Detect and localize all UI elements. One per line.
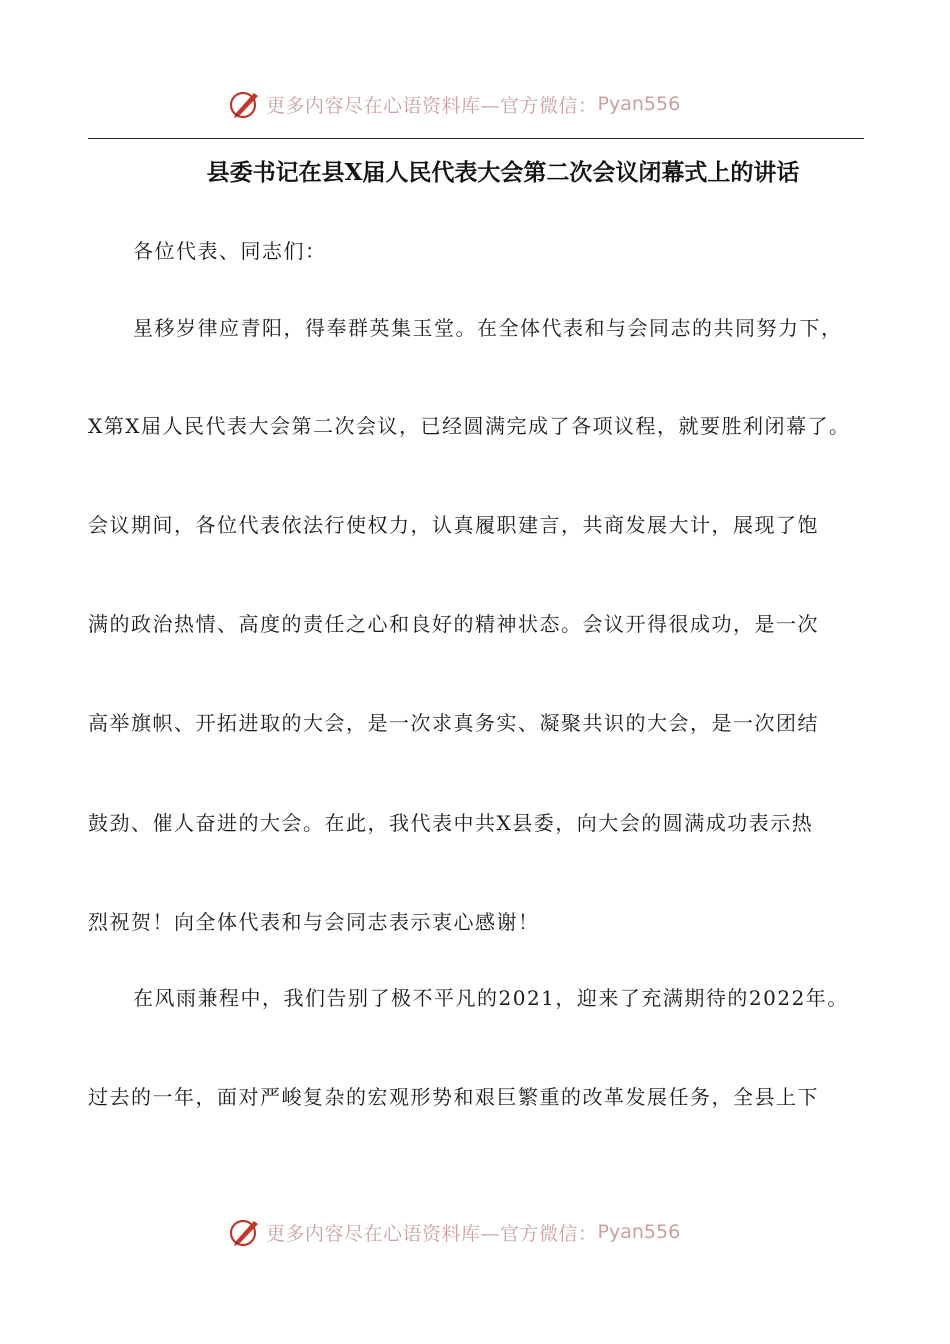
watermark-group [228, 82, 680, 126]
body-line-4: 满的政治热情、高度的责任之心和良好的精神状态。会议开得很成功，是一次 [88, 612, 819, 636]
body-line-6: 鼓劲、催人奋进的大会。在此，我代表中共X县委，向大会的圆满成功表示热 [88, 811, 814, 835]
watermark-text: 更多内容尽在心语资料库—官方微信： [266, 94, 598, 117]
body-line-2: X第X届人民代表大会第二次会议，已经圆满完成了各项议程，就要胜利闭幕了。 [88, 414, 851, 438]
body-line-5: 高举旗帜、开拓进取的大会，是一次求真务实、凝聚共识的大会，是一次团结 [88, 711, 819, 735]
watermark-text: 更多内容尽在心语资料库—官方微信： [266, 1222, 598, 1245]
footer-watermark [0, 1210, 950, 1254]
watermark-wechat-id: Pyan556 [597, 93, 681, 115]
body-line-7: 烈祝贺！向全体代表和与会同志表示衷心感谢！ [88, 910, 540, 934]
salutation: 各位代表、同志们： [133, 239, 327, 263]
watermark-wechat-id: Pyan556 [597, 1221, 681, 1243]
body-line-1: 星移岁律应青阳，得奉群英集玉堂。在全体代表和与会同志的共同努力下， [133, 316, 843, 340]
watermark-group [228, 1210, 680, 1254]
document-title: 县委书记在县X届人民代表大会第二次会议闭幕式上的讲话 [206, 159, 800, 186]
body-line-9: 过去的一年，面对严峻复杂的宏观形势和艰巨繁重的改革发展任务，全县上下 [88, 1085, 819, 1109]
pen-logo-icon [228, 87, 262, 121]
body-line-8: 在风雨兼程中，我们告别了极不平凡的2021，迎来了充满期待的2022年。 [133, 986, 849, 1010]
header-watermark [0, 82, 950, 126]
pen-logo-icon [228, 1215, 262, 1249]
body-line-3: 会议期间，各位代表依法行使权力，认真履职建言，共商发展大计，展现了饱 [88, 513, 819, 537]
header-rule [88, 138, 864, 139]
